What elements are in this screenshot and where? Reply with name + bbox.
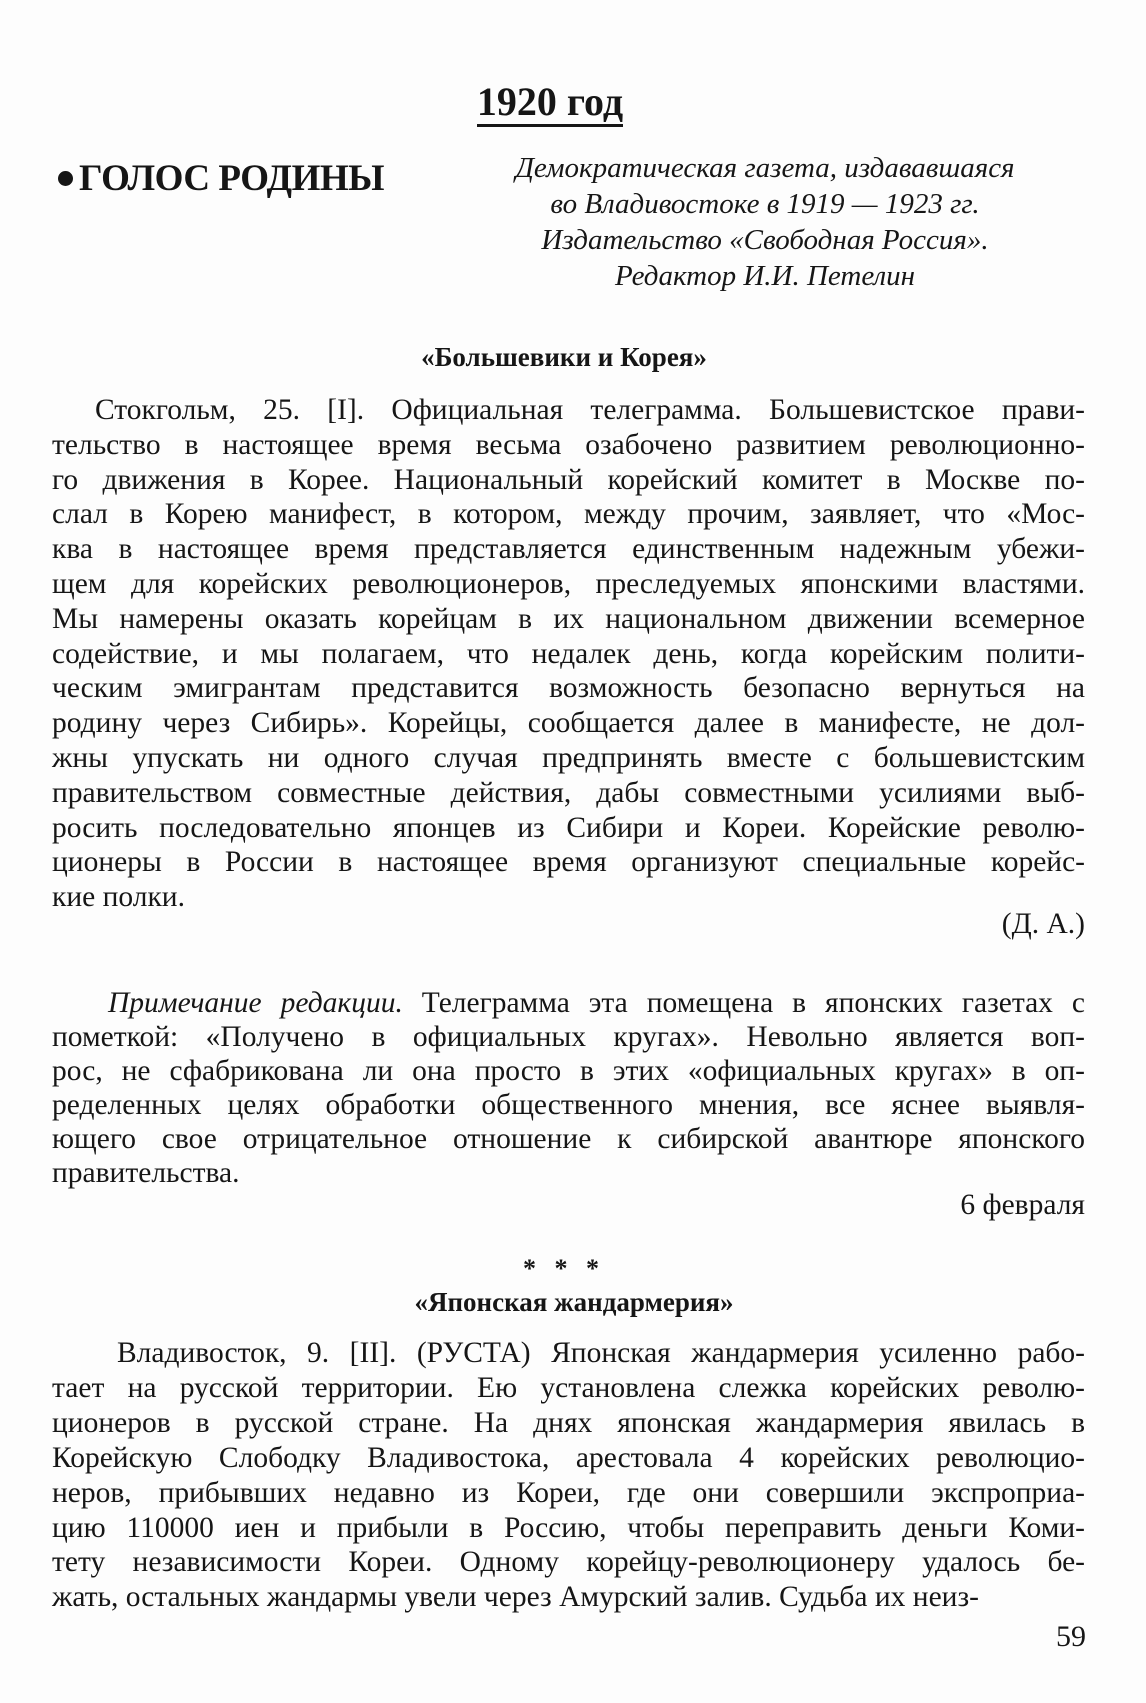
text-line: содействие, и мы полагаем, что недалек день, когда корейским полити- — [52, 637, 1085, 670]
page-number: 59 — [1056, 1620, 1086, 1653]
text-line: кие полки. — [52, 881, 185, 914]
text-line: жать, остальных жандармы увели через Амурский залив. Судьба их неиз- — [52, 1581, 979, 1614]
text-line: тету независимости Кореи. Одному корейцу-революционеру удалось бе- — [52, 1546, 1085, 1579]
year-text: 1920 год — [477, 79, 623, 127]
bullet-icon — [58, 171, 73, 186]
text-line: ционеры в России в настоящее время организуют специальные корейс- — [52, 846, 1085, 879]
text-line: цию 110000 иен и прибыли в Россию, чтобы переправить деньги Коми- — [52, 1511, 1085, 1544]
text-line: Корейскую Слободку Владивостока, арестовала 4 корейских революцио- — [52, 1441, 1085, 1474]
article-date: 6 февраля — [960, 1189, 1085, 1221]
text-line: тельство в настоящее время весьма озабочено развитием революционно- — [52, 428, 1085, 461]
text-line: росить последовательно японцев из Сибири и Кореи. Корейские револю- — [52, 811, 1085, 844]
newspaper-info-line: Демократическая газета, издававшаяся — [515, 152, 1015, 184]
text-line: слал в Корею манифест, в котором, между прочим, заявляет, что «Мос- — [52, 498, 1085, 531]
text-line: жны упускать ни одного случая предпринять вместе с большевистским — [52, 742, 1085, 774]
article-title: «Большевики и Корея» — [421, 342, 707, 372]
text-line: правительством совместные действия, дабы совместными усилиями выб- — [52, 776, 1085, 809]
text-line: пометкой: «Получено в официальных кругах». Невольно является воп- — [52, 1021, 1085, 1053]
note-text: Телеграмма эта помещена в японских газетах с — [402, 987, 1085, 1019]
text-line: ква в настоящее время представляется единственным надежным убежи- — [52, 533, 1085, 566]
text-line — [108, 986, 1085, 1020]
text-line: рос, не сфабрикована ли она просто в этих «официальных кругах» в оп- — [52, 1055, 1085, 1087]
note-label: Примечание редакции. — [108, 987, 403, 1019]
section-year-heading — [440, 78, 660, 126]
text-line: ческим эмигрантам представится возможность безопасно вернуться на — [52, 672, 1085, 705]
newspaper-info-line: Редактор И.И. Петелин — [614, 260, 916, 292]
article-signature: (Д. А.) — [1001, 908, 1085, 940]
text-line: ционеров в русской стране. На днях японская жандармерия явилась в — [52, 1406, 1085, 1439]
text-line: Стокгольм, 25. [I]. Официальная телеграмма. Большевистское прави- — [95, 394, 1085, 426]
text-line: неров, прибывших недавно из Кореи, где они совершили экспроприа- — [52, 1476, 1085, 1509]
text-line: правительства. — [52, 1157, 240, 1189]
newspaper-info-line: во Владивостоке в 1919 — 1923 гг. — [550, 188, 980, 220]
text-line: го движения в Корее. Национальный корейский комитет в Москве по- — [52, 463, 1085, 496]
text-line: тает на русской территории. Ею установлена слежка корейских револю- — [52, 1371, 1085, 1404]
section-separator: * * * — [523, 1254, 605, 1283]
article-title: «Японская жандармерия» — [414, 1287, 734, 1317]
text-line: Владивосток, 9. [II]. (РУСТА) Японская жандармерия усиленно рабо- — [117, 1337, 1085, 1369]
text-line: Мы намерены оказать корейцам в их национальном движении всемерное — [52, 602, 1085, 635]
text-line: ющего свое отрицательное отношение к сибирской авантюре японского — [52, 1123, 1085, 1155]
newspaper-title: ГОЛОС РОДИНЫ — [79, 158, 384, 199]
newspaper-name — [58, 156, 384, 202]
text-line: родину через Сибирь». Корейцы, сообщается далее в манифесте, не дол- — [52, 707, 1085, 740]
text-line: щем для корейских революционеров, преследуемых японскими властями. — [52, 568, 1085, 600]
text-line: ределенных целях обработки общественного мнения, все яснее выявля- — [52, 1089, 1085, 1121]
newspaper-info-line: Издательство «Свободная Россия». — [541, 224, 989, 256]
